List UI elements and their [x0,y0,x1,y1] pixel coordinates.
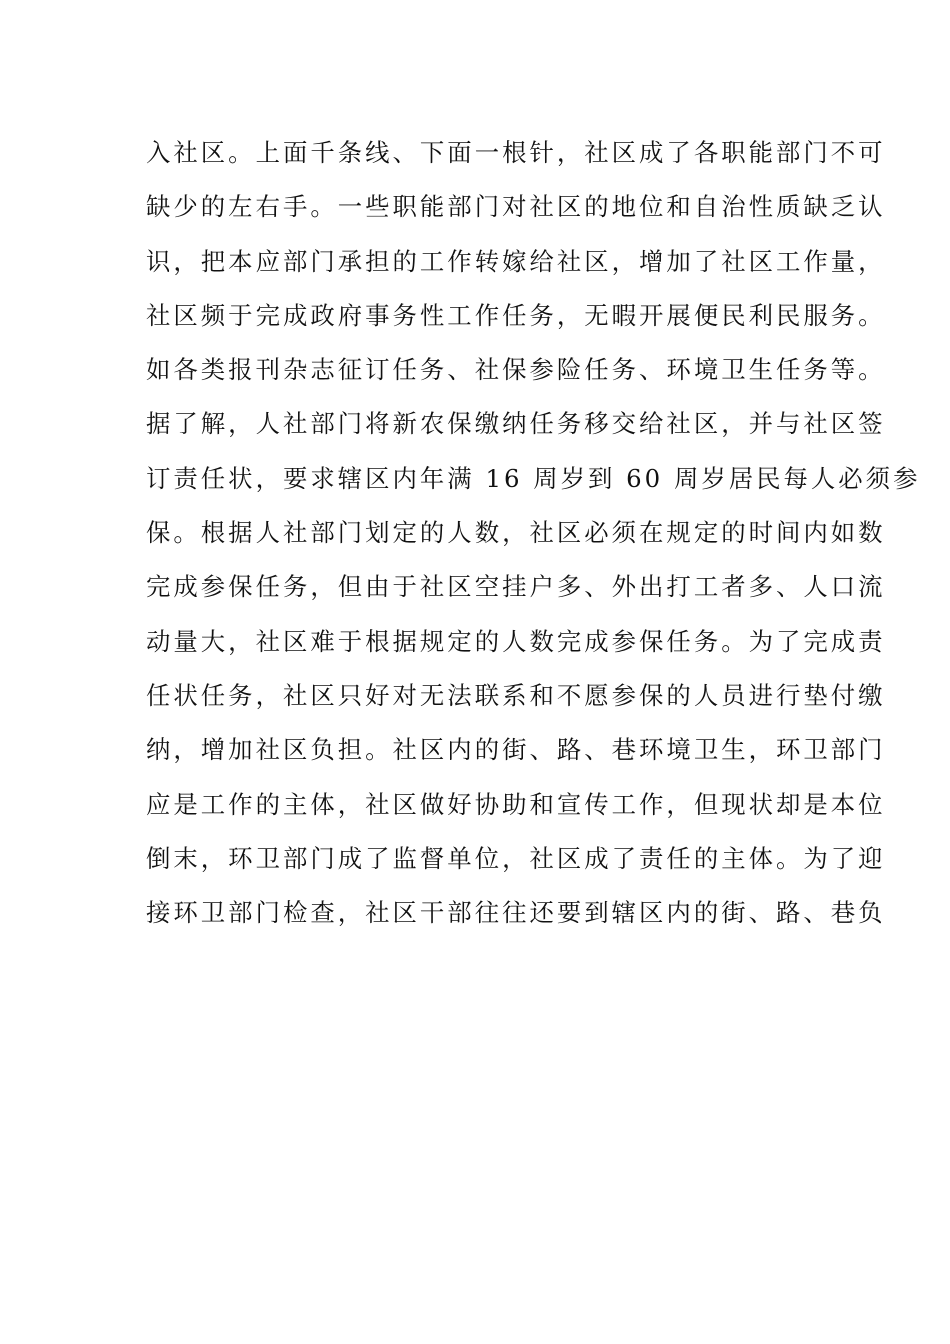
text-line: 倒末，环卫部门成了监督单位，社区成了责任的主体。为了迎 [146,843,886,873]
body-text [146,132,921,946]
text-line: 接环卫部门检查，社区干部往往还要到辖区内的街、路、巷负 [146,898,886,928]
text-line: 据了解，人社部门将新农保缴纳任务移交给社区，并与社区签 [146,409,886,439]
text-line: 保。根据人社部门划定的人数，社区必须在规定的时间内如数 [146,518,886,548]
text-line: 动量大，社区难于根据规定的人数完成参保任务。为了完成责 [146,626,886,656]
text-line: 识，把本应部门承担的工作转嫁给社区，增加了社区工作量， [146,246,886,276]
text-line: 应是工作的主体，社区做好协助和宣传工作，但现状却是本位 [146,789,886,819]
text-line: 入社区。上面千条线、下面一根针，社区成了各职能部门不可 [146,138,886,167]
text-line: 纳，增加社区负担。社区内的街、路、巷环境卫生，环卫部门 [146,735,886,765]
text-line: 如各类报刊杂志征订任务、社保参险任务、环境卫生任务等。 [146,355,886,385]
text-line: 完成参保任务，但由于社区空挂户多、外出打工者多、人口流 [146,572,886,602]
text-line: 社区频于完成政府事务性工作任务，无暇开展便民利民服务。 [146,300,886,330]
text-line: 缺少的左右手。一些职能部门对社区的地位和自治性质缺乏认 [146,192,886,222]
text-line: 订责任状，要求辖区内年满 16 周岁到 60 周岁居民每人必须参 [146,463,921,493]
text-line: 任状任务，社区只好对无法联系和不愿参保的人员进行垫付缴 [146,680,886,710]
